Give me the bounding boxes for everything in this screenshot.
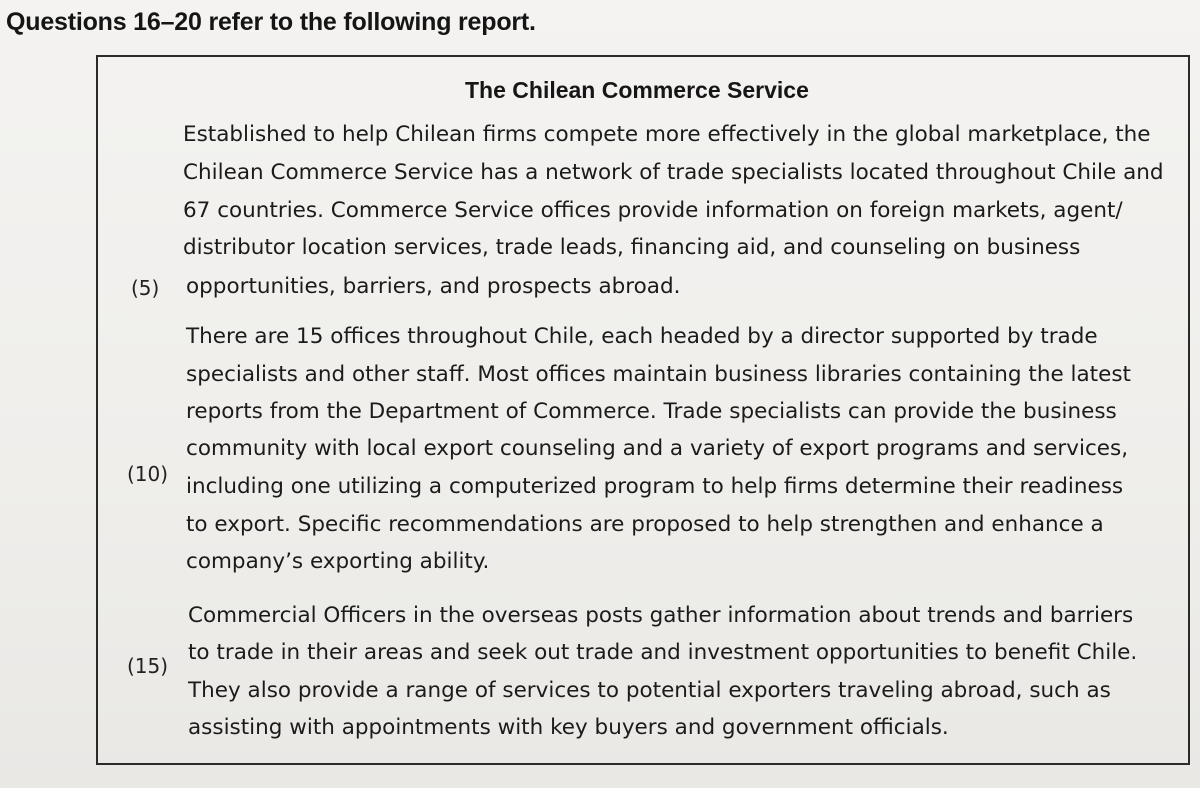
paragraph-2-line-7: company’s exporting ability. (186, 549, 490, 574)
paragraph-3-line-2: to trade in their areas and seek out trade and investment opportunities to benefit Chile. (188, 640, 1138, 665)
paragraph-2-line-2: specialists and other staff. Most offices maintain business libraries containing the latest (186, 362, 1131, 387)
paragraph-1-line-4: distributor location services, trade leads, financing aid, and counseling on business (183, 235, 1081, 260)
line-number-10: (10) (127, 462, 169, 486)
paragraph-1-line-2: Chilean Commerce Service has a network of trade specialists located throughout Chile and (183, 160, 1164, 185)
paragraph-3-line-4: assisting with appointments with key buyers and government officials. (188, 715, 949, 740)
questions-heading: Questions 16–20 refer to the following report. (6, 8, 536, 36)
paragraph-3-line-1: Commercial Officers in the overseas posts gather information about trends and barriers (188, 603, 1134, 628)
report-title: The Chilean Commerce Service (465, 77, 809, 103)
paragraph-1-line-3: 67 countries. Commerce Service offices provide information on foreign markets, agent/ (183, 198, 1123, 223)
paragraph-2-line-3: reports from the Department of Commerce. Trade specialists can provide the business (186, 399, 1117, 424)
paragraph-1-line-1: Established to help Chilean firms compete more effectively in the global marketplace, the (183, 122, 1151, 147)
paragraph-2-line-6: to export. Specific recommendations are proposed to help strengthen and enhance a (186, 512, 1104, 537)
line-number-5: (5) (131, 276, 160, 300)
paragraph-3-line-3: They also provide a range of services to potential exporters traveling abroad, such as (188, 678, 1111, 703)
paragraph-2-line-4: community with local export counseling and a variety of export programs and services, (186, 436, 1129, 461)
paragraph-1-line-5: opportunities, barriers, and prospects abroad. (186, 274, 681, 299)
paragraph-2-line-5: including one utilizing a computerized program to help firms determine their readiness (186, 474, 1124, 499)
line-number-15: (15) (127, 654, 169, 678)
paragraph-2-line-1: There are 15 offices throughout Chile, each headed by a director supported by trade (186, 324, 1098, 349)
